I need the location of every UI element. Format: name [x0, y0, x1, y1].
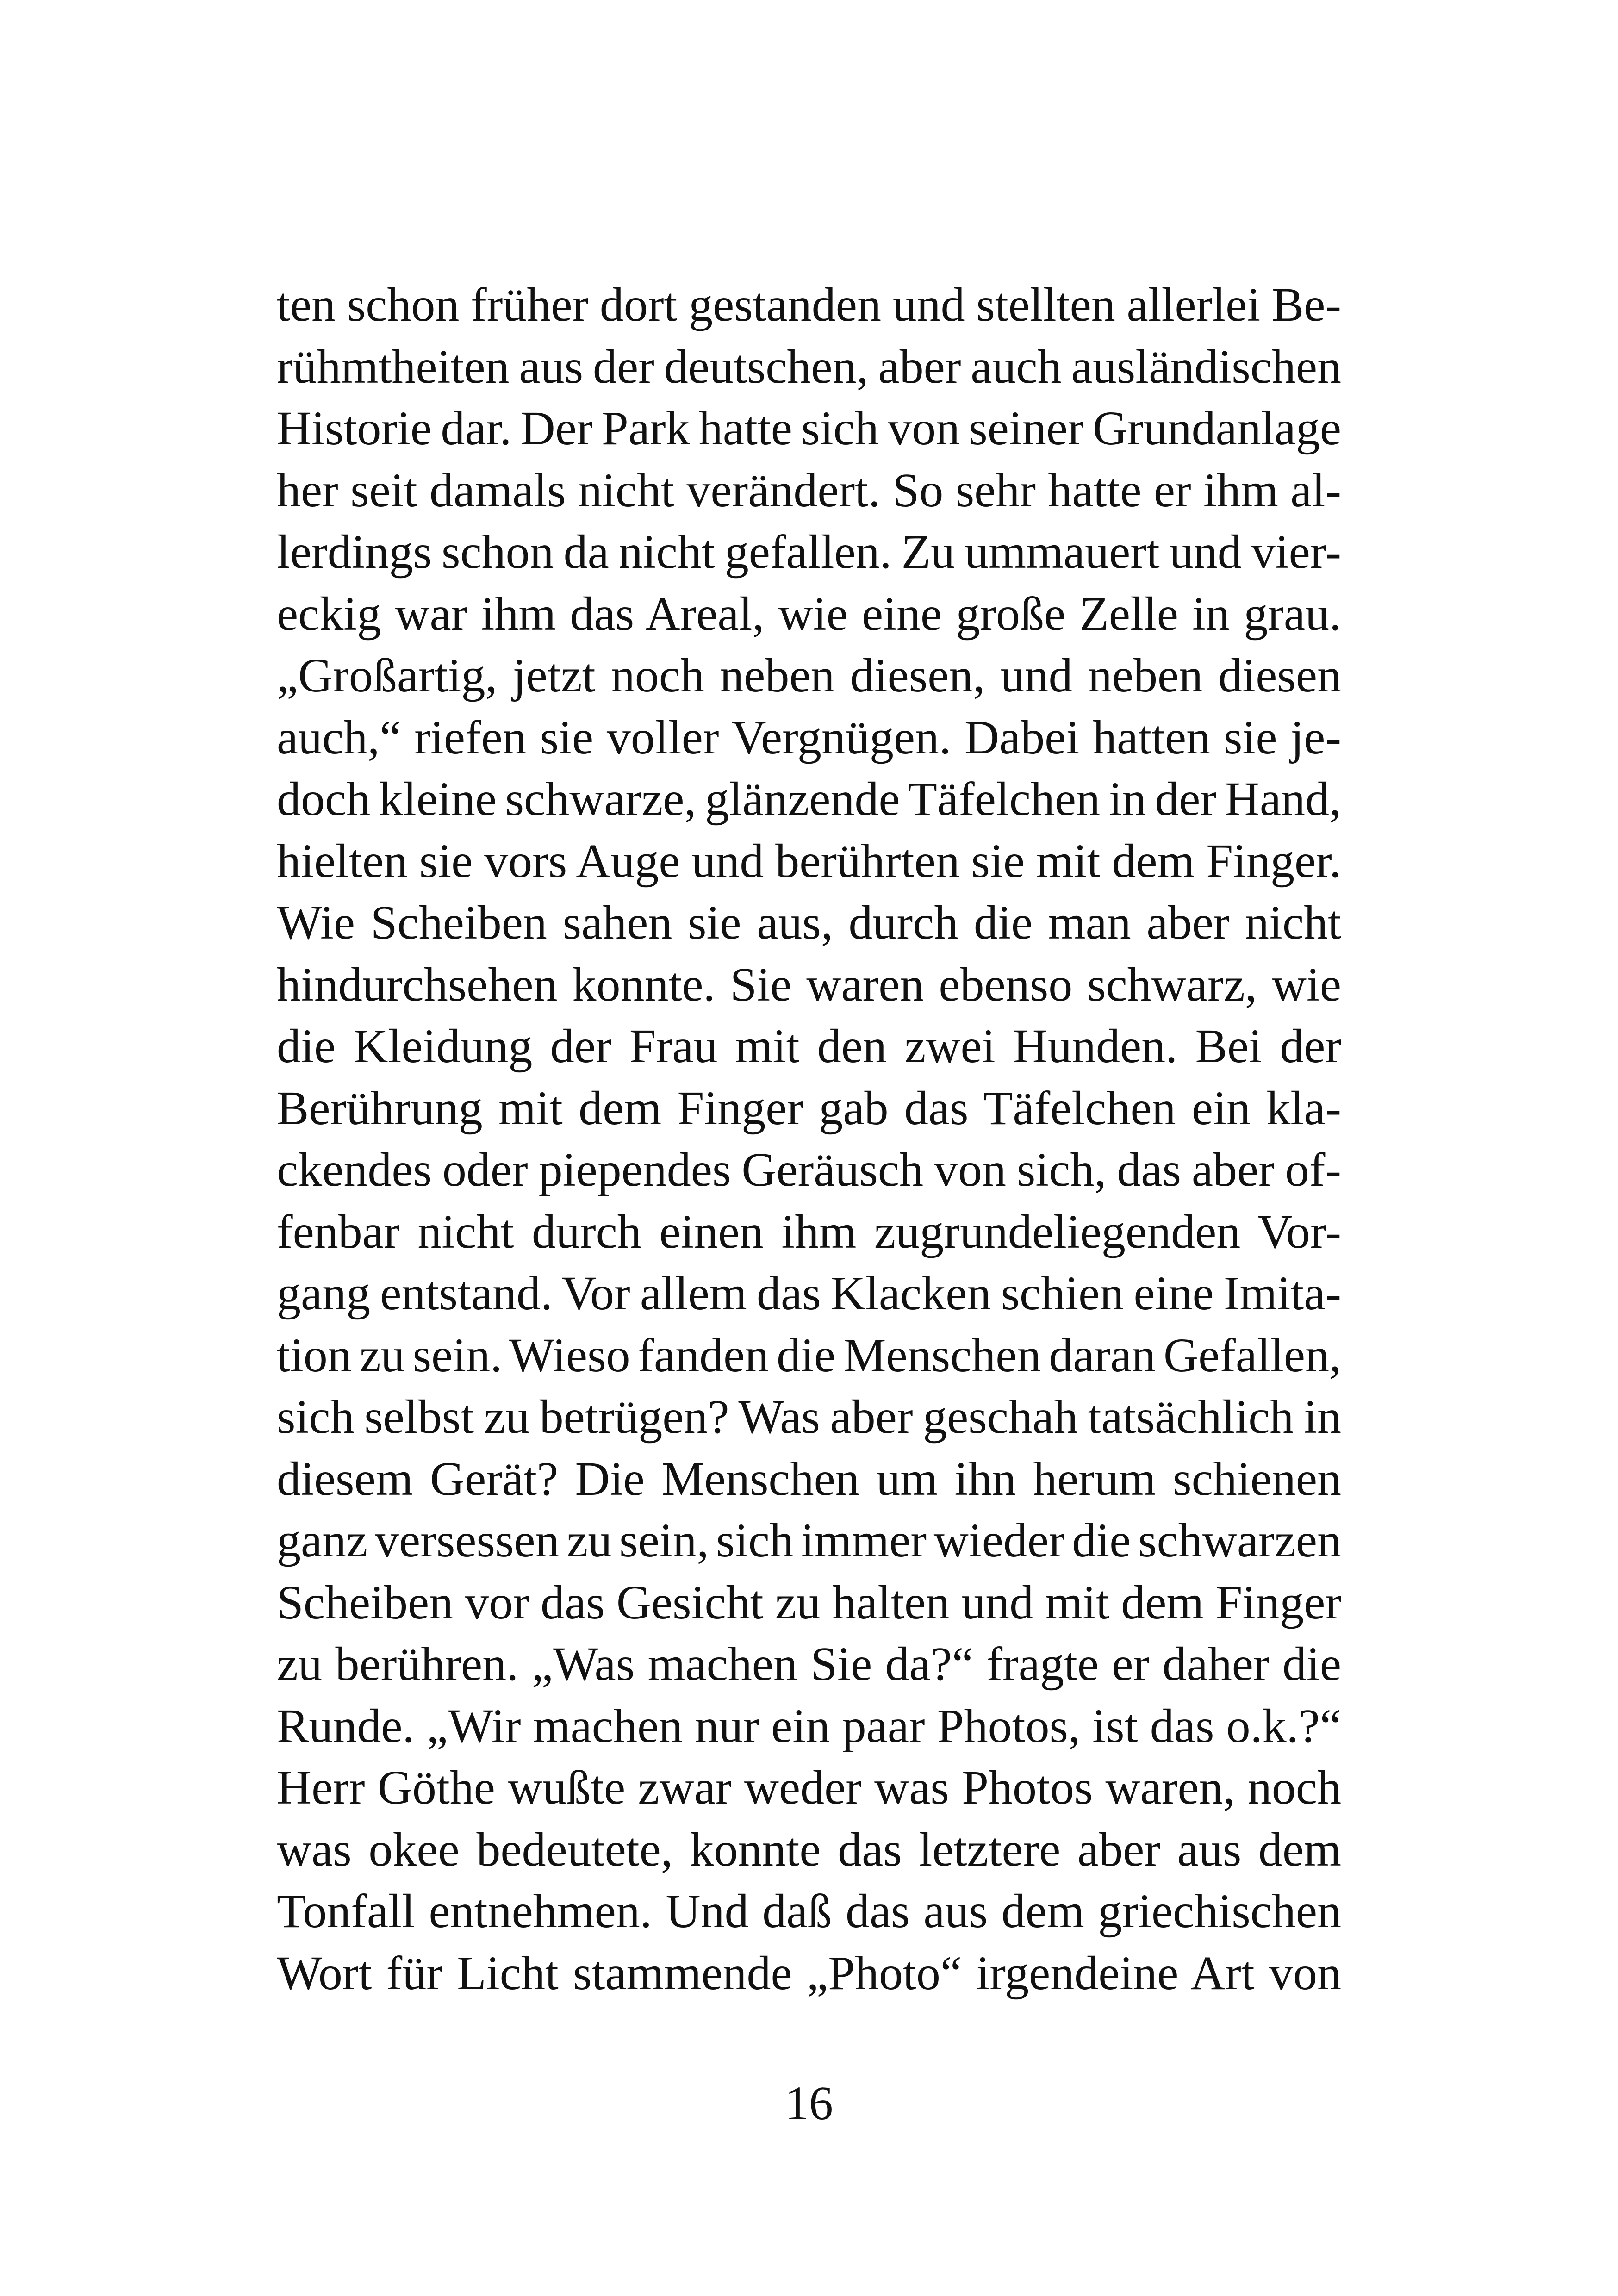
page-number: 16 [785, 2077, 833, 2130]
text-line: Historie dar. Der Park hatte sich von seiner Grundanlage [277, 402, 1341, 455]
text-line: was okee bedeutete, konnte das letztere aber aus dem [277, 1823, 1341, 1876]
text-line: gang entstand. Vor allem das Klacken schien eine Imita- [277, 1267, 1341, 1320]
text-line: Wort für Licht stammende „Photo“ irgendeine Art von [277, 1946, 1341, 2000]
text-line: Berührung mit dem Finger gab das Täfelchen ein kla- [277, 1081, 1341, 1135]
text-line: sich selbst zu betrügen? Was aber geschah tatsächlich in [277, 1390, 1341, 1444]
text-line: Runde. „Wir machen nur ein paar Photos, ist das o.k.?“ [277, 1699, 1341, 1753]
text-line: fenbar nicht durch einen ihm zugrundeliegenden Vor- [277, 1205, 1341, 1258]
text-line: eckig war ihm das Areal, wie eine große Zelle in grau. [277, 587, 1341, 641]
text-line: Tonfall entnehmen. Und daß das aus dem griechischen [277, 1885, 1341, 1938]
body-text [277, 274, 1341, 2004]
text-line: hielten sie vors Auge und berührten sie mit dem Finger. [277, 834, 1341, 888]
text-line: hindurchsehen konnte. Sie waren ebenso schwarz, wie [277, 958, 1341, 1011]
text-line: lerdings schon da nicht gefallen. Zu ummauert und vier- [277, 525, 1341, 579]
text-line: zu berühren. „Was machen Sie da?“ fragte er daher die [277, 1637, 1341, 1691]
text-line: die Kleidung der Frau mit den zwei Hunden. Bei der [277, 1020, 1341, 1073]
text-line: „Großartig, jetzt noch neben diesen, und neben diesen [277, 649, 1341, 702]
text-line: ckendes oder piependes Geräusch von sich, das aber of- [277, 1143, 1341, 1196]
text-line: diesem Gerät? Die Menschen um ihn herum schienen [277, 1452, 1341, 1506]
text-line: Scheiben vor das Gesicht zu halten und mit dem Finger [277, 1575, 1341, 1629]
text-line: Wie Scheiben sahen sie aus, durch die man aber nicht [277, 896, 1341, 949]
text-line: doch kleine schwarze, glänzende Täfelchen in der Hand, [277, 772, 1341, 826]
text-line: ganz versessen zu sein, sich immer wieder die schwarzen [277, 1514, 1341, 1567]
text-line: Herr Göthe wußte zwar weder was Photos waren, noch [277, 1761, 1341, 1814]
text-line: auch,“ riefen sie voller Vergnügen. Dabei hatten sie je- [277, 710, 1341, 764]
text-line: her seit damals nicht verändert. So sehr hatte er ihm al- [277, 463, 1341, 517]
text-line: tion zu sein. Wieso fanden die Menschen daran Gefallen, [277, 1328, 1341, 1382]
text-line: rühmtheiten aus der deutschen, aber auch ausländischen [277, 340, 1341, 393]
text-line: ten schon früher dort gestanden und stellten allerlei Be- [277, 278, 1341, 331]
